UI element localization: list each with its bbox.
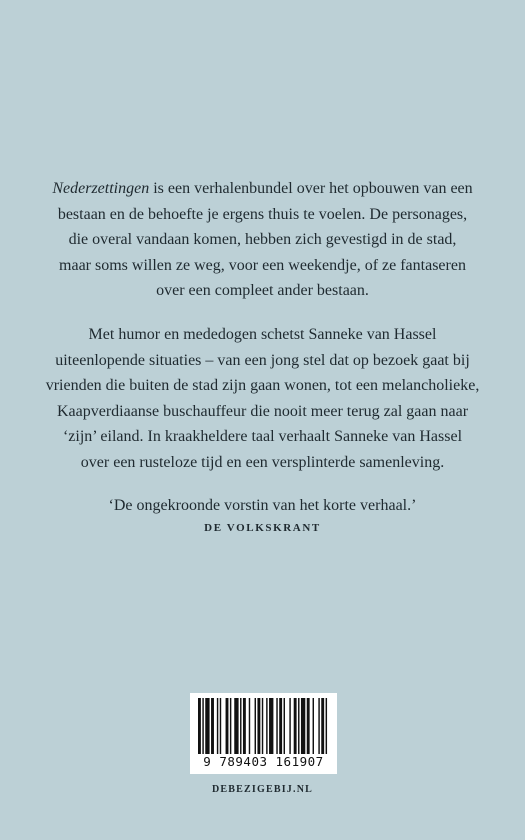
barcode-bar xyxy=(301,698,305,754)
isbn-number: 9 789403 161907 xyxy=(203,754,324,769)
blurb-line: uiteenlopende situaties – van een jong stel dat op bezoek gaat bij xyxy=(55,351,470,369)
blurb-line: over een rusteloze tijd en een versplinterde samenleving. xyxy=(80,453,445,471)
blurb-line: ‘zijn’ eiland. In kraakheldere taal verhaalt Sanneke van Hassel xyxy=(62,428,463,445)
barcode-bar xyxy=(198,698,201,754)
blurb-line: bestaan en de behoefte je ergens thuis te voelen. De personages, xyxy=(57,205,468,223)
barcode-bar xyxy=(266,698,267,754)
barcode-bar xyxy=(289,698,290,754)
review-source: DE VOLKSKRANT xyxy=(204,522,321,534)
barcode-bar xyxy=(321,698,324,754)
blurb-line: die overal vandaan komen, hebben zich gevestigd in de stad, xyxy=(68,231,457,248)
blurb-line: over een compleet ander bestaan. xyxy=(156,282,369,299)
barcode-bar xyxy=(243,698,246,754)
barcode-bar xyxy=(313,698,314,754)
barcode-bar xyxy=(307,698,310,754)
barcode-bar xyxy=(298,698,299,754)
barcode-bar xyxy=(255,698,256,754)
book-title: Nederzettingen xyxy=(52,180,150,197)
blurb-line: Met humor en mededogen schetst Sanneke van Hassel xyxy=(88,326,437,343)
barcode-bar xyxy=(276,698,277,754)
barcode-bar xyxy=(262,698,263,754)
publisher-website: DEBEZIGEBIJ.NL xyxy=(212,784,313,795)
blurb-line-text: is een verhalenbundel over het opbouwen van een xyxy=(149,180,473,197)
barcode-bar xyxy=(326,698,327,754)
barcode-bar xyxy=(257,698,260,754)
barcode-bar xyxy=(269,698,273,754)
blurb-line xyxy=(0,176,525,202)
barcode-bar xyxy=(234,698,238,754)
barcode-bar xyxy=(202,698,203,754)
barcode-bar xyxy=(240,698,241,754)
blurb-paragraph-2 xyxy=(0,322,525,475)
barcode-bar xyxy=(205,698,209,754)
barcode-bar xyxy=(249,698,250,754)
barcode-bar xyxy=(211,698,214,754)
barcode-bar xyxy=(284,698,285,754)
barcode-bar xyxy=(226,698,229,754)
barcode-bar xyxy=(294,698,297,754)
barcode-bar xyxy=(279,698,282,754)
barcode-bar xyxy=(318,698,319,754)
blurb-line: Kaapverdiaanse buschauffeur die nooit meer terug zal gaan naar xyxy=(56,402,469,420)
barcode-bar xyxy=(220,698,221,754)
isbn-barcode xyxy=(190,693,337,774)
barcode-bar xyxy=(217,698,218,754)
barcode-bar xyxy=(230,698,231,754)
barcode-bars xyxy=(196,698,331,754)
blurb-line: vrienden die buiten de stad zijn gaan wonen, tot een melancholieke, xyxy=(45,377,480,394)
blurb-line: maar soms willen ze weg, voor een weekendje, of ze fantaseren xyxy=(59,256,466,274)
review-quote: ‘De ongekroonde vorstin van het korte verhaal.’ xyxy=(108,497,417,514)
blurb-paragraph-1 xyxy=(0,176,525,304)
